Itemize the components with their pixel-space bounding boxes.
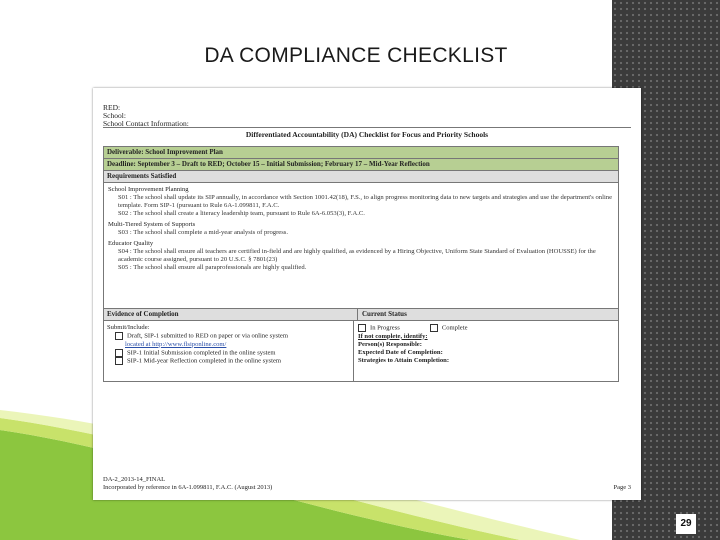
header-red: RED: — [103, 103, 121, 112]
checkbox-icon[interactable] — [115, 357, 123, 365]
status-option-in-progress — [358, 324, 400, 333]
status-prompt: Strategies to Attain Completion: — [358, 356, 450, 364]
requirements-header: Requirements Satisfied — [104, 171, 618, 183]
evidence-column — [104, 321, 354, 381]
document-footer — [103, 476, 272, 491]
status-prompt: Expected Date of Completion: — [358, 348, 443, 356]
requirement-item: S04 : The school shall ensure all teachers are certified in-field and are highly qualified, as evidenced by a Hiring Objective, Uniform State Standard of Evaluation (HOUSSE) for the academic course assigned, pursuant to 20 U.S.C. § 7801(23) — [118, 248, 596, 263]
footer-line: Incorporated by reference in 6A-1.099811, F.A.C. (August 2013) — [103, 483, 273, 491]
page-label: Page 3 — [613, 484, 631, 491]
evidence-header: Evidence of Completion — [104, 309, 358, 320]
requirement-item: S01 : The school shall update its SIP annually, in accordance with Section 1001.42(18), F.S., to align progress monitoring data to new targets and strategies and use the department's online template. Form SIP-1 (pursuant to Rule 6A-1.099811, F.A.C. — [118, 194, 612, 209]
section-heading: Multi-Tiered System of Supports — [108, 221, 196, 228]
header-contact: School Contact Information: — [103, 119, 189, 128]
checkbox-icon[interactable] — [115, 349, 123, 357]
evidence-item-label: Draft, SIP-1 submitted to RED on paper or via online system — [127, 332, 288, 340]
slide-number: 29 — [676, 514, 696, 534]
requirement-item: S02 : The school shall create a literacy leadership team, pursuant to Rule 6A-6.053(3), F.A.C. — [118, 210, 365, 217]
checkbox-icon[interactable] — [115, 332, 123, 340]
status-option-complete — [430, 324, 468, 333]
deliverable-row: Deliverable: School Improvement Plan — [104, 147, 618, 159]
deadline-row: Deadline: September 3 – Draft to RED; October 15 – Initial Submission; February 17 – Mid-Year Reflection — [104, 159, 618, 171]
evidence-header-row — [104, 309, 618, 321]
status-prompt: Person(s) Responsible: — [358, 340, 422, 348]
checklist-table — [103, 146, 619, 382]
evidence-item-label: SIP-1 Initial Submission completed in the online system — [127, 349, 276, 357]
status-column — [354, 321, 618, 381]
requirements-list — [104, 183, 618, 309]
checklist-document — [93, 88, 641, 500]
evidence-link[interactable]: located at http://www.flsiponline.com/ — [125, 340, 227, 348]
evidence-item-link — [115, 341, 350, 349]
header-school: School: — [103, 111, 126, 120]
section-heading: School Improvement Planning — [108, 186, 189, 193]
header-rule — [103, 127, 631, 128]
status-prompt: If not complete, identify: — [358, 332, 428, 340]
document-title: Differentiated Accountability (DA) Checklist for Focus and Priority Schools — [245, 130, 489, 139]
section-heading: Educator Quality — [108, 240, 154, 247]
requirement-item: S03 : The school shall complete a mid-year analysis of progress. — [118, 229, 288, 236]
evidence-body — [104, 321, 618, 381]
evidence-item-label: SIP-1 Mid-year Reflection completed in the online system — [127, 357, 282, 365]
evidence-intro: Submit/Include: — [107, 324, 150, 331]
status-option-label: In Progress — [370, 324, 400, 332]
slide-title: DA COMPLIANCE CHECKLIST — [204, 44, 508, 67]
status-options — [358, 324, 614, 333]
requirement-item: S05 : The school shall ensure all paraprofessionals are highly qualified. — [118, 264, 307, 271]
footer-line: DA-2_2013-14_FINAL — [103, 476, 166, 483]
checkbox-icon[interactable] — [358, 324, 366, 332]
evidence-item — [115, 357, 350, 366]
evidence-item — [115, 349, 350, 358]
evidence-item — [115, 332, 350, 341]
status-header: Current Status — [362, 310, 407, 318]
checkbox-icon[interactable] — [430, 324, 438, 332]
status-option-label: Complete — [441, 324, 468, 332]
